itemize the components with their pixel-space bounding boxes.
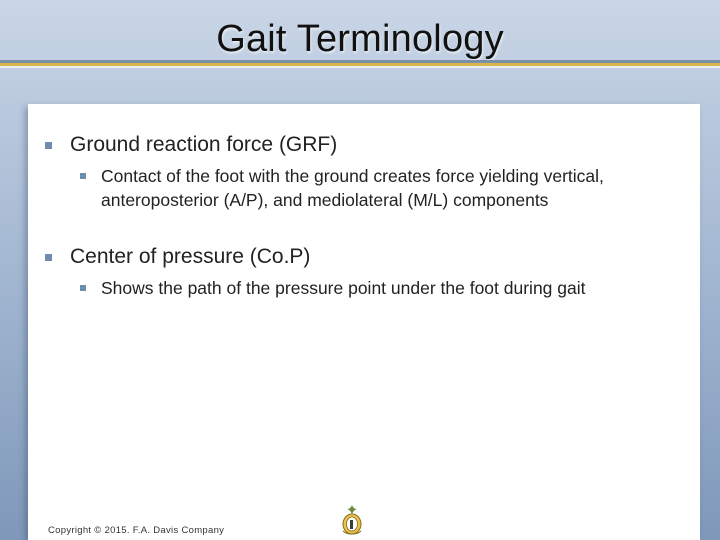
square-bullet-icon [45, 254, 52, 261]
content-panel [28, 104, 700, 540]
sub-bullet-item [80, 164, 640, 212]
slide-title: Gait Terminology [216, 18, 504, 60]
square-bullet-icon [80, 173, 86, 179]
title-divider [0, 60, 720, 69]
fa-davis-logo-icon [340, 504, 364, 536]
square-bullet-icon [45, 142, 52, 149]
sub-bullet-item [80, 276, 640, 300]
bullet-text: Center of pressure (Co.P) [70, 245, 311, 268]
sub-bullet-text: Shows the path of the pressure point under the foot during gait [101, 278, 586, 298]
sub-bullet-text: Contact of the foot with the ground creates force yielding vertical, anteroposterior (A/P), and mediolateral (M/L) components [101, 166, 604, 210]
bullet-item [45, 244, 310, 270]
footer-copyright: Copyright © 2015. F.A. Davis Company [48, 525, 225, 536]
bullet-text: Ground reaction force (GRF) [70, 133, 338, 156]
bullet-item [45, 132, 337, 158]
square-bullet-icon [80, 285, 86, 291]
